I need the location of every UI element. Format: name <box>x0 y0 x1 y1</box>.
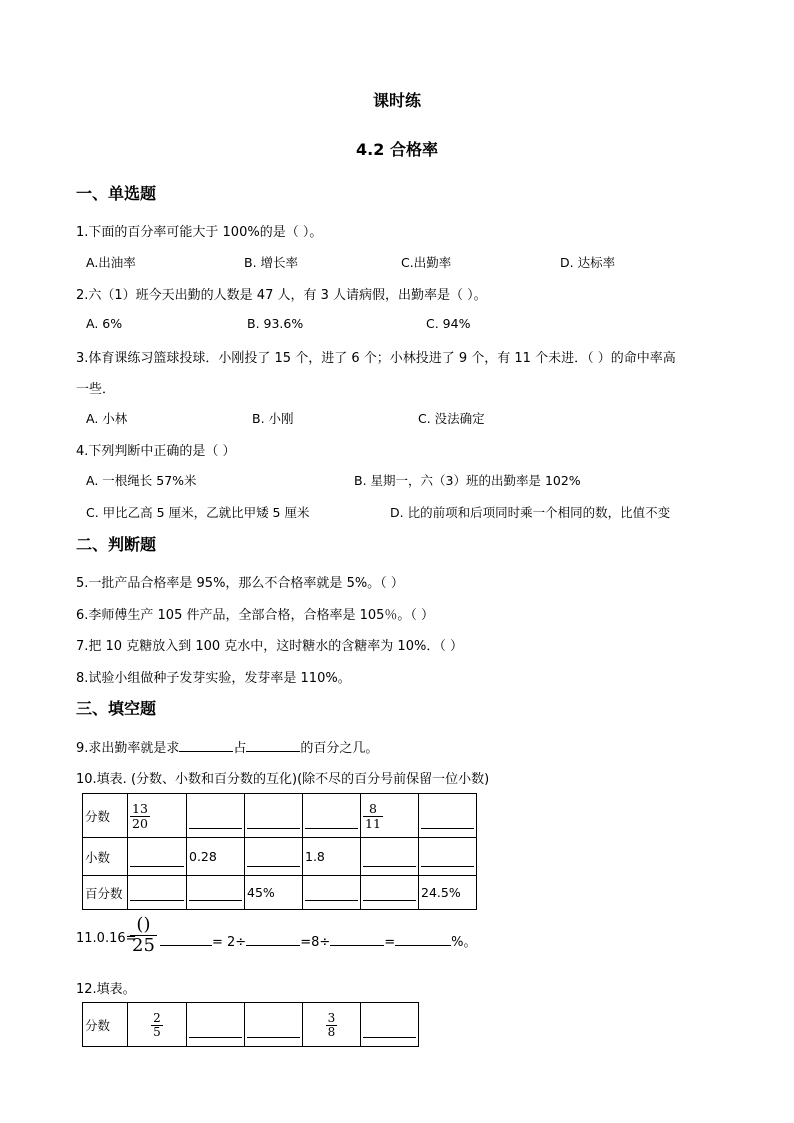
q10-cell-fraction-3[interactable] <box>245 794 303 838</box>
q12-label-fraction: 分数 <box>83 1003 128 1047</box>
question-10-stem: 10.填表. (分数、小数和百分数的互化)(除不尽的百分号前保留一位小数) <box>76 772 490 787</box>
q10-cell-percent-5[interactable] <box>361 876 419 910</box>
q12-cell-2[interactable] <box>187 1003 245 1047</box>
fraction-numerator: 3 <box>327 1010 336 1025</box>
q10-cell-decimal-5[interactable] <box>361 838 419 876</box>
q11-text-3: =8÷ <box>300 935 331 950</box>
question-2-stem: 2.六（1）班今天出勤的人数是 47 人，有 3 人请病假，出勤率是（ ）。 <box>76 288 487 303</box>
question-6: 6.李师傅生产 105 件产品，全部合格，合格率是 105％。（ ） <box>76 608 435 623</box>
q4-option-d: D. 比的前项和后项同时乘一个相同的数，比值不变 <box>390 505 671 520</box>
q10-cell-percent-4[interactable] <box>303 876 361 910</box>
q11-fraction <box>130 914 157 956</box>
fraction-denominator: 5 <box>153 1025 161 1039</box>
q12-cell-4 <box>303 1003 361 1047</box>
section-heading-single-choice: 一、单选题 <box>76 184 157 203</box>
question-12-stem: 12.填表。 <box>76 982 136 997</box>
q4-option-a: A. 一根绳长 57%米 <box>86 473 197 488</box>
q10-cell-decimal-4: 1.8 <box>303 838 361 876</box>
q11-prefix: 11.0.16= <box>76 931 137 946</box>
fraction-numerator: 13 <box>132 800 148 816</box>
q11-blank-3[interactable] <box>330 933 384 946</box>
q1-option-d: D. 达标率 <box>560 255 616 270</box>
q3-option-c: C. 没法确定 <box>418 411 485 426</box>
question-5: 5.一批产品合格率是 95%，那么不合格率就是 5%。（ ） <box>76 576 404 591</box>
q10-cell-decimal-3[interactable] <box>245 838 303 876</box>
q12-cell-1 <box>128 1003 187 1047</box>
q10-conversion-table <box>82 793 477 910</box>
q10-row-decimal <box>83 838 477 876</box>
q1-option-b: B. 增长率 <box>244 255 299 270</box>
q10-cell-percent-6: 24.5% <box>419 876 477 910</box>
q12-cell-5[interactable] <box>361 1003 419 1047</box>
q10-cell-percent-3: 45% <box>245 876 303 910</box>
q11-blank-4[interactable] <box>395 933 451 946</box>
fraction-paren-25 <box>130 915 157 956</box>
q3-option-a: A. 小林 <box>86 411 128 426</box>
q9-blank-1[interactable] <box>179 739 233 752</box>
q10-cell-fraction-2[interactable] <box>187 794 245 838</box>
q12-table <box>82 1002 419 1047</box>
page-title: 课时练 <box>372 91 421 110</box>
q2-option-b: B. 93.6% <box>247 316 304 331</box>
question-3-stem-line1: 3.体育课练习篮球投球．小刚投了 15 个，进了 6 个；小林投进了 9 个，有 11 个未进．（ ）的命中率高 <box>76 351 676 366</box>
q4-option-c: C. 甲比乙高 5 厘米，乙就比甲矮 5 厘米 <box>86 505 310 520</box>
fraction-denominator: 25 <box>132 934 155 956</box>
q10-cell-fraction-6[interactable] <box>419 794 477 838</box>
q11-rest <box>160 931 477 950</box>
q11-text-5: %。 <box>451 935 477 950</box>
q9-blank-2[interactable] <box>246 739 300 752</box>
fraction-denominator: 11 <box>365 815 381 831</box>
q10-cell-fraction-4[interactable] <box>303 794 361 838</box>
fraction-numerator: 8 <box>368 800 377 816</box>
q9-text-3: 的百分之几。 <box>300 741 379 756</box>
q2-option-a: A. 6% <box>86 316 123 331</box>
question-4-stem: 4.下列判断中正确的是（ ） <box>76 444 236 459</box>
question-1-stem: 1.下面的百分率可能大于 100%的是（ ）。 <box>76 225 323 240</box>
q12-row-fraction <box>83 1003 419 1047</box>
q11-blank-2[interactable] <box>246 933 300 946</box>
q3-option-b: B. 小刚 <box>252 411 294 426</box>
q9-text-1: 9.求出勤率就是求 <box>76 741 180 756</box>
fraction-3-8 <box>326 1012 338 1039</box>
fraction-13-20 <box>130 802 150 831</box>
question-3-stem-line2: 一些． <box>76 382 116 397</box>
section-heading-fill-blank: 三、填空题 <box>76 699 157 718</box>
q11-text-2: = 2÷ <box>212 935 247 950</box>
q10-cell-percent-2[interactable] <box>187 876 245 910</box>
question-8: 8.试验小组做种子发芽实验，发芽率是 110%。 <box>76 671 351 686</box>
q11-blank-1[interactable] <box>160 933 212 946</box>
fraction-2-5 <box>151 1012 163 1039</box>
q10-cell-decimal-6[interactable] <box>419 838 477 876</box>
page-subtitle: 4.2 合格率 <box>356 140 438 159</box>
q2-option-c: C. 94% <box>426 316 471 331</box>
q1-option-a: A.出油率 <box>86 255 136 270</box>
q10-cell-fraction-5 <box>361 794 419 838</box>
q10-row-fraction <box>83 794 477 838</box>
fraction-denominator: 8 <box>327 1025 336 1039</box>
section-heading-true-false: 二、判断题 <box>76 535 157 554</box>
q9-text-2: 占 <box>233 741 247 756</box>
fraction-denominator: 20 <box>132 815 148 831</box>
q10-label-fraction: 分数 <box>83 794 128 838</box>
fraction-numerator: 2 <box>153 1010 161 1025</box>
q10-cell-fraction-1 <box>128 794 187 838</box>
q10-label-percent: 百分数 <box>83 876 128 910</box>
q10-cell-decimal-1[interactable] <box>128 838 187 876</box>
q12-cell-3[interactable] <box>245 1003 303 1047</box>
q1-option-c: C.出勤率 <box>401 255 452 270</box>
q10-label-decimal: 小数 <box>83 838 128 876</box>
q10-row-percent <box>83 876 477 910</box>
question-9 <box>76 737 378 756</box>
fraction-numerator[interactable]: () <box>136 914 151 935</box>
q10-cell-decimal-2: 0.28 <box>187 838 245 876</box>
question-7: 7.把 10 克糖放入到 100 克水中，这时糖水的含糖率为 10%．（ ） <box>76 639 463 654</box>
q4-option-b: B. 星期一，六（3）班的出勤率是 102% <box>354 473 581 488</box>
q10-cell-percent-1[interactable] <box>128 876 187 910</box>
q11-text-4: = <box>384 935 396 950</box>
fraction-8-11 <box>363 802 383 831</box>
